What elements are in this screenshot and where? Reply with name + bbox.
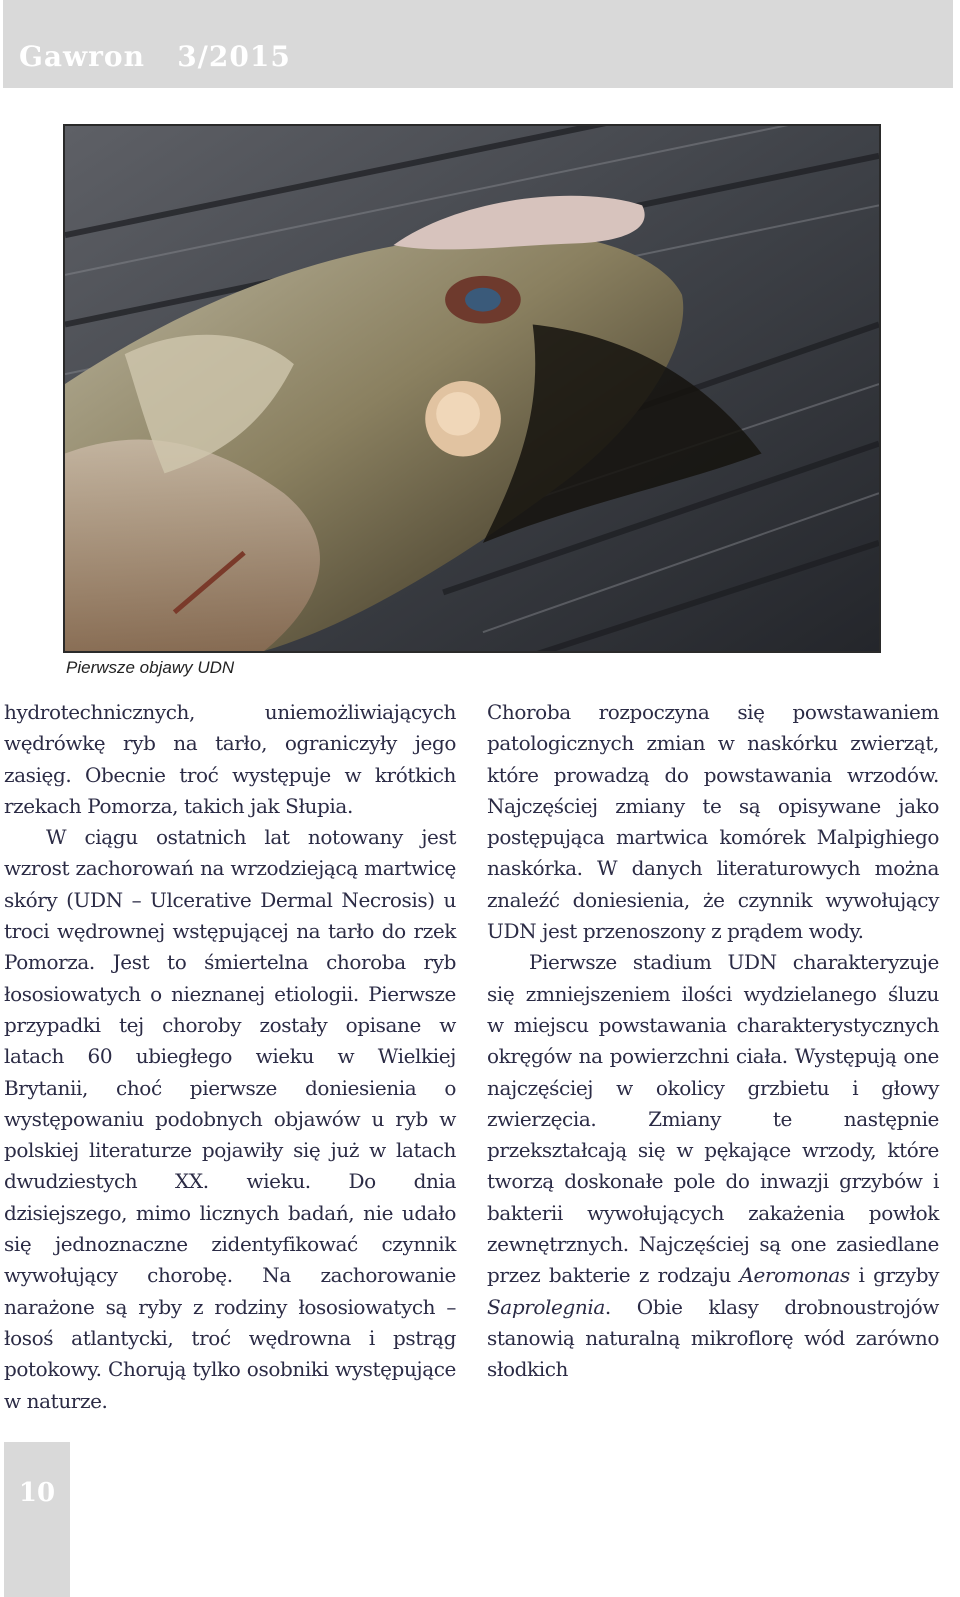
fish-photo	[63, 124, 881, 653]
genus-aeromonas: Aeromonas	[739, 1263, 850, 1288]
left-paragraph-1: hydrotechnicznych, uniemożliwiających wędrówkę ryb na tarło, ograniczyły jego zasięg. Obecnie troć występuje w krótkich rzekach Pomorza, takich jak Słupia.	[4, 700, 456, 818]
journal-title: Gawron 3/2015	[19, 40, 291, 73]
figure-caption: Pierwsze objawy UDN	[66, 658, 235, 677]
right-paragraph-1: Choroba rozpoczyna się powstawaniem patologicznych zmian w naskórku zwierząt, które prowadzą do powstawania wrzodów. Najczęściej zmiany te są opisywane jako postępująca martwica komórek Malpighiego naskórka. W danych literaturowych można znaleźć doniesienia, że czynnik wywołujący UDN jest przenoszony z prądem wody.	[487, 700, 939, 944]
genus-saprolegnia: Saprolegnia	[487, 1294, 605, 1319]
right-paragraph-2-mid: i grzyby	[849, 1263, 939, 1288]
right-column	[487, 697, 939, 1386]
page-number-tab	[4, 1442, 70, 1597]
right-paragraph-2-start: Pierwsze stadium UDN charakteryzuje się zmniejszeniem ilości wydzielanego śluzu w miejscu powstawania charakterystycznych okręgów na powierzchni ciała. Występują one najczęściej w okolicy grzbietu i głowy zwierzęcia. Zmiany te następnie przekształcają się w pękające wrzody, które tworzą doskonałe pole do inwazji grzybów i bakterii wywołujących zakażenia powłok zewnętrznych. Najczęściej są one zasiedlane przez bakterie z rodzaju	[487, 950, 939, 1288]
left-paragraph-2: W ciągu ostatnich lat notowany jest wzrost zachorowań na wrzodziejącą martwicę skóry (UDN – Ulcerative Dermal Necrosis) u troci wędrownej wstępującej na tarło do rzek Pomorza. Jest to śmiertelna choroba ryb łososiowatych o nieznanej etiologii. Pierwsze przypadki tej choroby zostały opisane w latach 60 ubiegłego wieku w Wielkiej Brytanii, choć pierwsze doniesienia o występowaniu podobnych objawów u ryb w polskiej literaturze pojawiły się już w latach dwudziestych XX. wieku. Do dnia dzisiejszego, mimo licznych badań, nie udało się jednoznaczne zidentyfikować czynnik wywołujący chorobę. Na zachorowanie narażone są ryby z rodziny łososiowatych – łosoś atlantycki, troć wędrowna i pstrąg potokowy. Chorują tylko osobniki występujące w naturze.	[4, 825, 456, 1413]
fish-image	[65, 126, 879, 651]
page-number: 10	[18, 1478, 56, 1508]
right-paragraph-2-end: . Obie klasy drobnoustrojów stanowią naturalną mikroflorę wód zarówno słodkich	[487, 1294, 939, 1382]
left-column	[4, 697, 456, 1417]
running-header	[3, 0, 953, 88]
right-paragraph-2	[487, 947, 939, 1385]
